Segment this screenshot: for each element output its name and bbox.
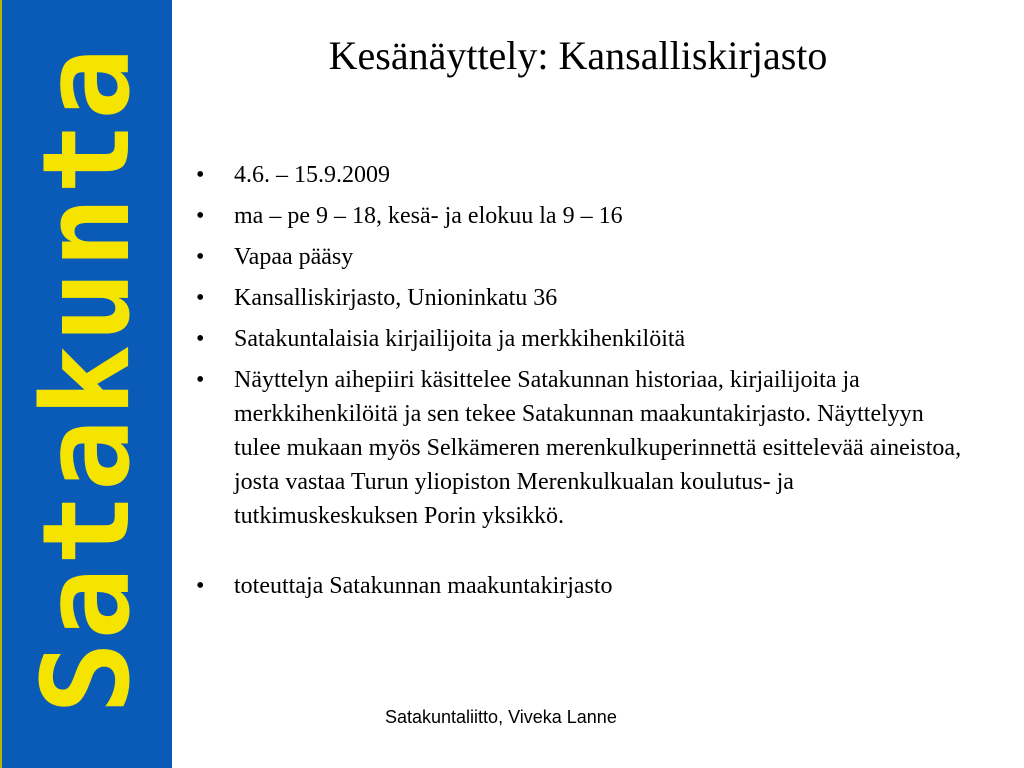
bullet-dot-icon: • (196, 326, 205, 352)
bullet-item-location (194, 281, 964, 315)
slide-footer: Satakuntaliitto, Viveka Lanne (385, 707, 617, 727)
bullet-dot-icon: • (196, 573, 205, 599)
bullet-item-theme (194, 322, 964, 356)
bullet-list (194, 158, 964, 610)
bullet-text: toteuttaja Satakunnan maakuntakirjasto (234, 573, 613, 599)
bullet-item-organizer (194, 569, 964, 603)
bullet-item-admission (194, 240, 964, 274)
bullet-dot-icon: • (196, 285, 205, 311)
bullet-text: 4.6. – 15.9.2009 (234, 162, 390, 188)
bullet-dot-icon: • (196, 367, 205, 393)
bullet-item-hours (194, 199, 964, 233)
slide-title: Kesänäyttely: Kansalliskirjasto (328, 33, 828, 78)
bullet-dot-icon: • (196, 244, 205, 270)
bullet-text: Satakuntalaisia kirjailijoita ja merkkihenkilöitä (234, 326, 686, 352)
bullet-dot-icon: • (196, 162, 205, 188)
bullet-text: Kansalliskirjasto, Unioninkatu 36 (234, 285, 558, 311)
bullet-text: Näyttelyn aihepiiri käsittelee Satakunnan historiaa, kirjailijoita ja merkkihenkilöitä ja sen tekee Satakunnan maakuntakirjasto. Näyttelyyn tulee mukaan myös Selkämeren merenkulkuperinnettä esittelevää aineistoa, josta vastaa Turun yliopiston Merenkulkualan koulutus- ja tutkimuskeskuksen Porin yksikkö. (234, 367, 962, 529)
bullet-text: ma – pe 9 – 18, kesä- ja elokuu la 9 – 16 (234, 203, 623, 229)
bullet-dot-icon: • (196, 203, 205, 229)
bullet-text: Vapaa pääsy (234, 244, 354, 270)
bullet-item-description (194, 363, 964, 533)
banner-logo-text: Satakunta (18, 45, 157, 715)
bullet-item-dates (194, 158, 964, 192)
satakunta-banner (0, 0, 172, 768)
